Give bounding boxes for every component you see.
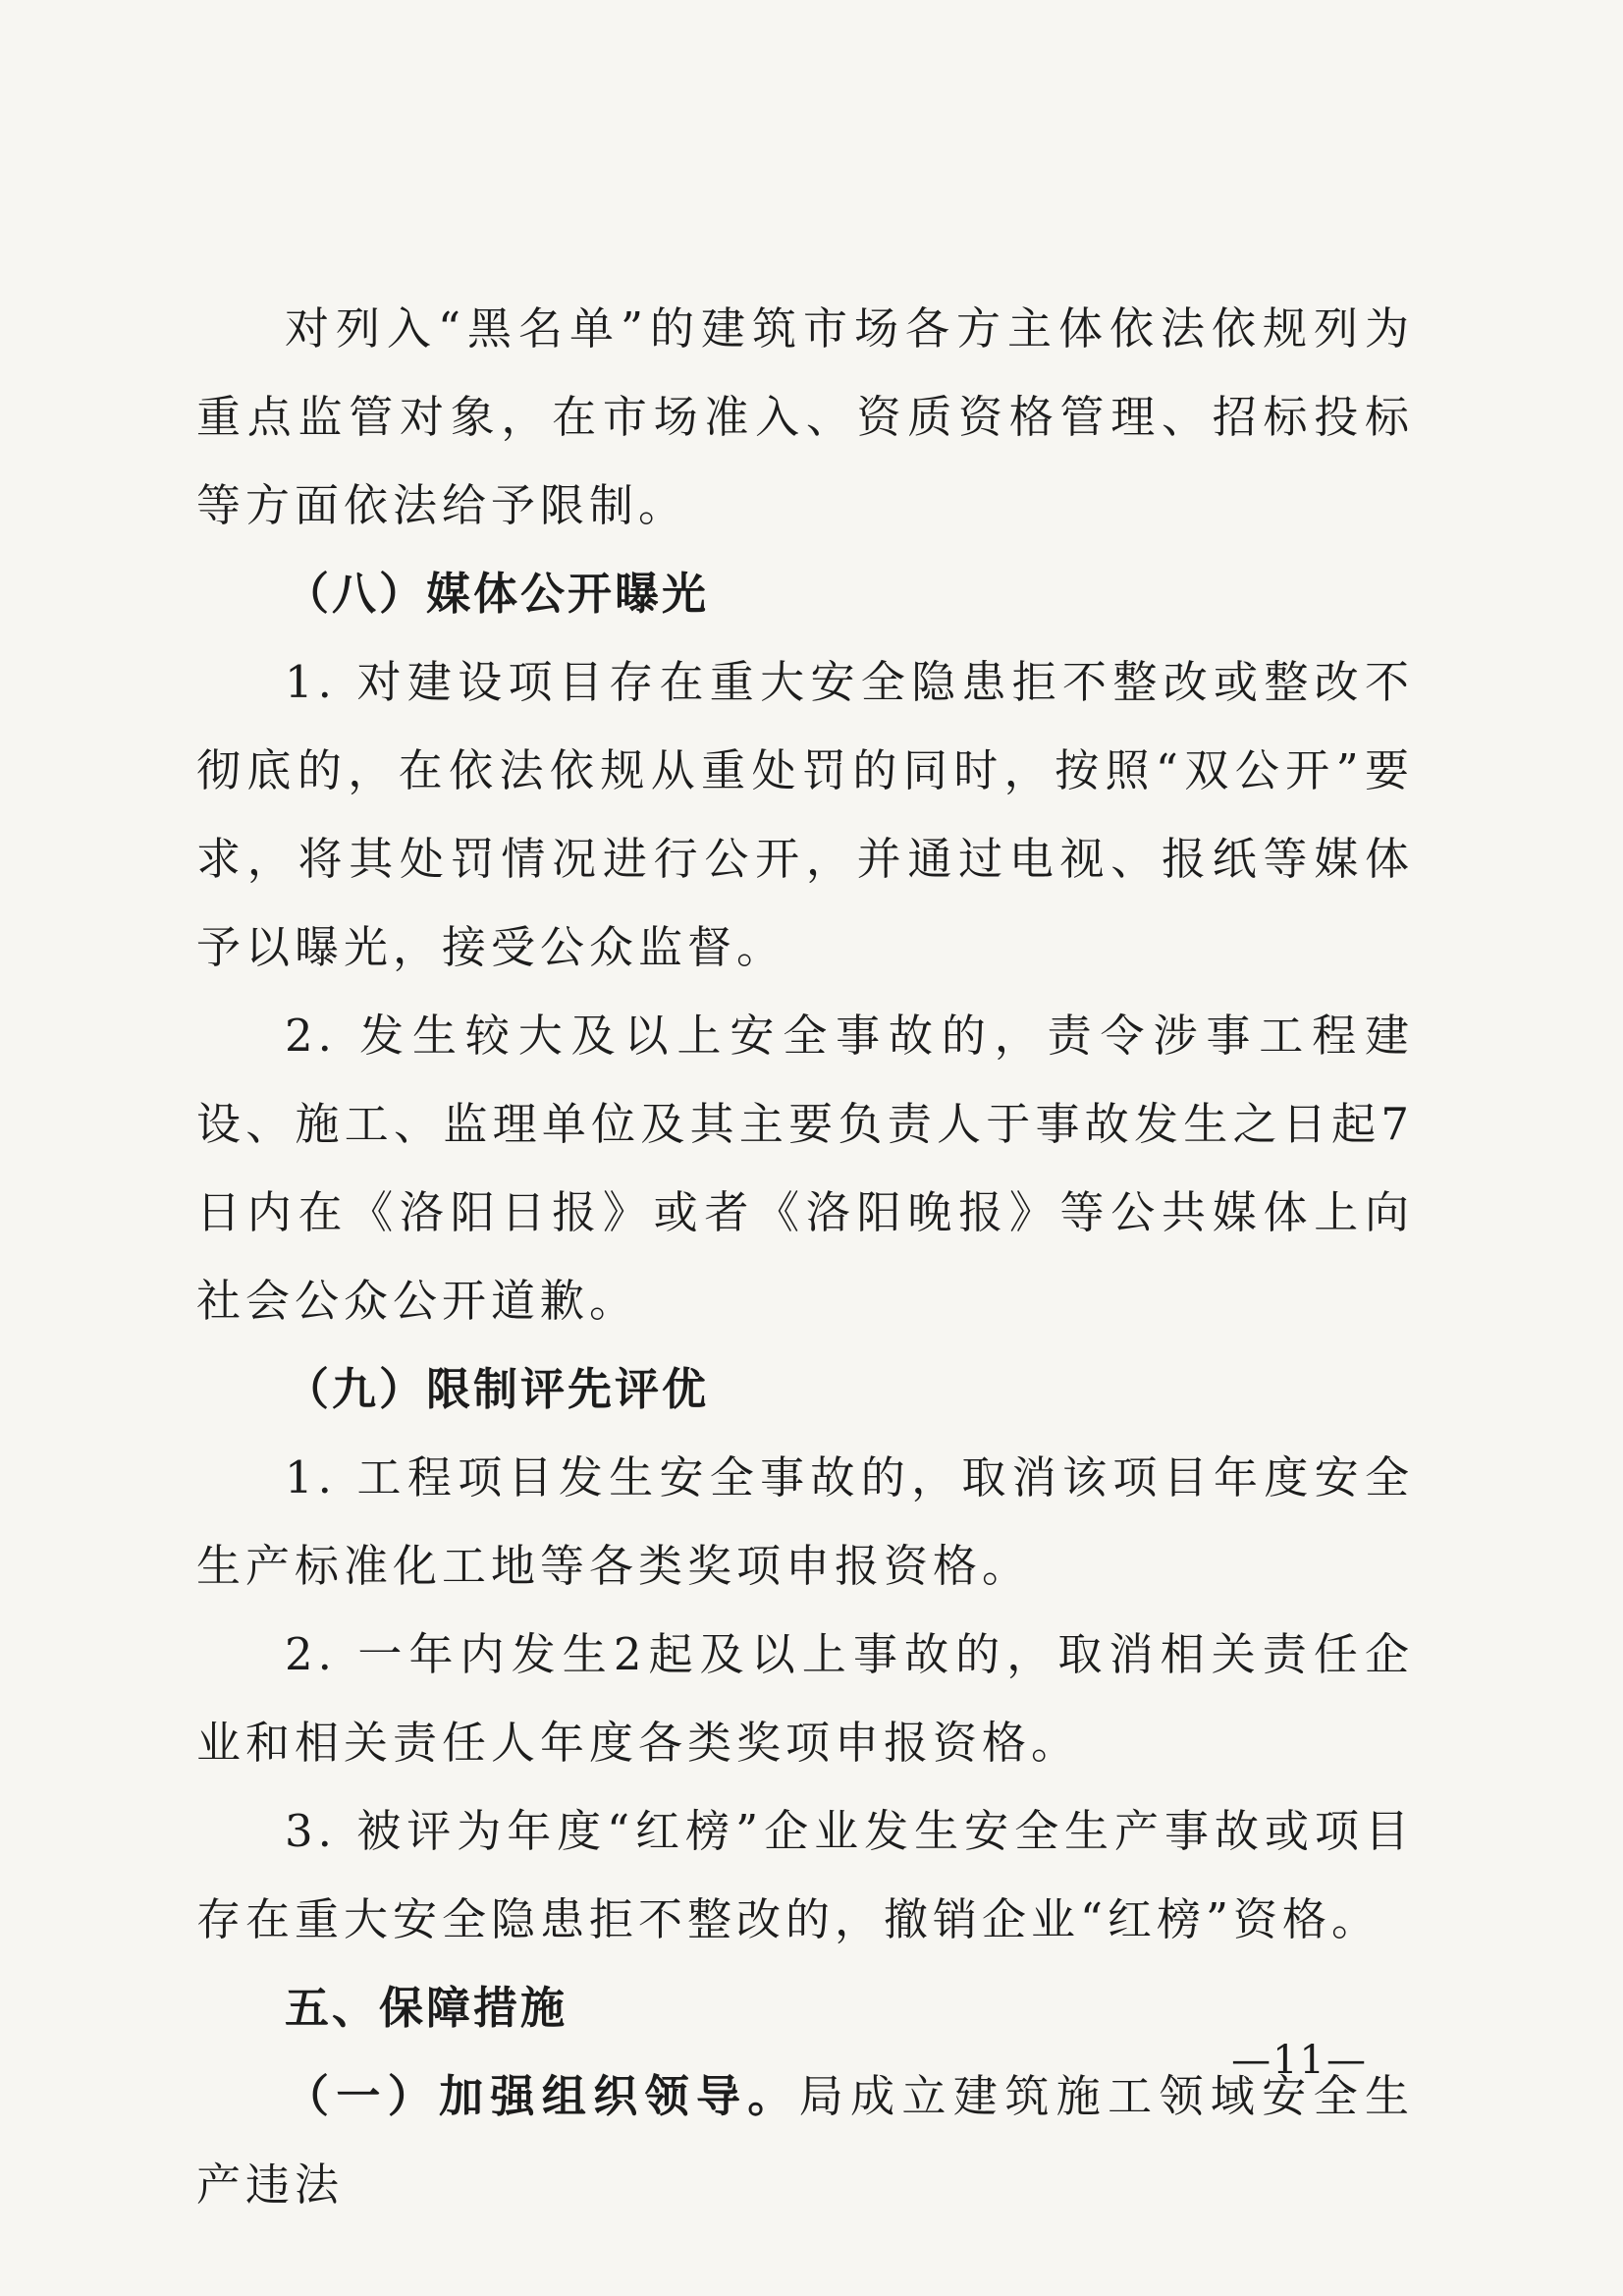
paragraph-lead-text: 局成立建筑施工领域安全生产违法: [196, 2070, 1414, 2211]
section-heading-award-restriction: （九）限制评先评优: [285, 1363, 710, 1415]
document-body: [196, 285, 1414, 2229]
paragraph-award-restriction-1: 1. 工程项目发生安全事故的，取消该项目年度安全生产标准化工地等各类奖项申报资格。: [196, 1451, 1414, 1592]
paragraph-media-exposure-2: 2. 发生较大及以上安全事故的，责令涉事工程建设、施工、监理单位及其主要负责人于事故发生之日起7日内在《洛阳日报》或者《洛阳晚报》等公共媒体上向社会公众公开道歉。: [196, 1010, 1414, 1327]
page-number: —11—: [1231, 2038, 1368, 2083]
paragraph-award-restriction-2: 2. 一年内发生2起及以上事故的，取消相关责任企业和相关责任人年度各类奖项申报资格。: [196, 1628, 1414, 1769]
paragraph-lead-title: （一）加强组织领导。: [285, 2070, 799, 2122]
section-heading-media-exposure: （八）媒体公开曝光: [285, 568, 710, 620]
paragraph-media-exposure-1: 1. 对建设项目存在重大安全隐患拒不整改或整改不彻底的，在依法依规从重处罚的同时，按照“双公开”要求，将其处罚情况进行公开，并通过电视、报纸等媒体予以曝光，接受公众监督。: [196, 656, 1414, 973]
chapter-heading-safeguards: 五、保障措施: [285, 1982, 568, 2034]
paragraph-blacklist-supervision: 对列入“黑名单”的建筑市场各方主体依法依规列为重点监管对象，在市场准入、资质资格管理、招标投标等方面依法给予限制。: [196, 302, 1414, 531]
paragraph-award-restriction-3: 3. 被评为年度“红榜”企业发生安全生产事故或项目存在重大安全隐患拒不整改的，撤销企业“红榜”资格。: [196, 1805, 1414, 1945]
